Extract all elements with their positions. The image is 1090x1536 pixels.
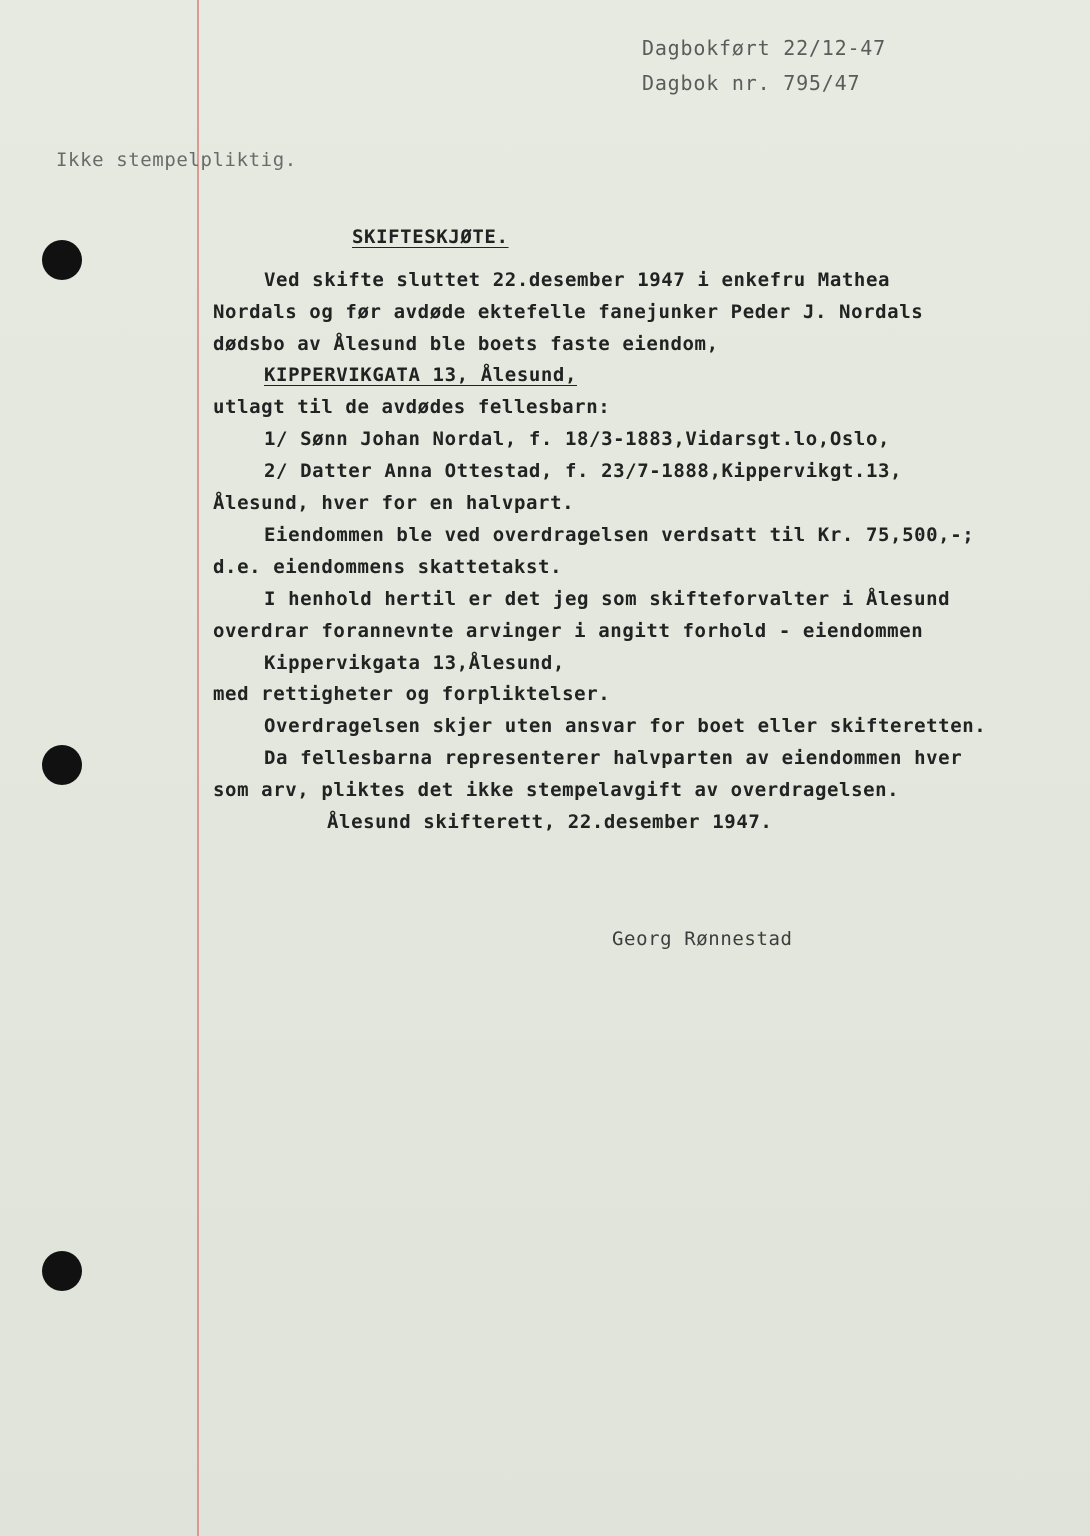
- punch-hole-top: [42, 240, 82, 280]
- body-line: Kippervikgata 13,Ålesund,: [264, 652, 565, 674]
- heir-line-1: 1/ Sønn Johan Nordal, f. 18/3-1883,Vidarsgt.lo,Oslo,: [264, 428, 891, 450]
- property-heading: KIPPERVIKGATA 13, Ålesund,: [264, 364, 578, 386]
- body-line: d.e. eiendommens skattetakst.: [213, 556, 563, 578]
- document-title: SKIFTESKJØTE.: [352, 226, 509, 248]
- body-line: som arv, pliktes det ikke stempelavgift av overdragelsen.: [213, 779, 900, 801]
- body-line: Overdragelsen skjer uten ansvar for boet eller skifteretten.: [264, 715, 987, 737]
- body-line: dødsbo av Ålesund ble boets faste eiendom,: [213, 333, 719, 355]
- body-line: Nordals og før avdøde ektefelle fanejunker Peder J. Nordals: [213, 301, 924, 323]
- punch-hole-middle: [42, 745, 82, 785]
- body-line: Ved skifte sluttet 22.desember 1947 i enkefru Mathea: [264, 269, 891, 291]
- margin-rule: [197, 0, 199, 1536]
- signature-name: Georg Rønnestad: [612, 928, 793, 950]
- place-date-line: Ålesund skifterett, 22.desember 1947.: [327, 811, 773, 833]
- body-line: overdrar forannevnte arvinger i angitt forhold - eiendommen: [213, 620, 924, 642]
- body-line: Da fellesbarna representerer halvparten av eiendommen hver: [264, 747, 963, 769]
- body-line: med rettigheter og forpliktelser.: [213, 683, 611, 705]
- heir-line-2: 2/ Datter Anna Ottestad, f. 23/7-1888,Kippervikgt.13,: [264, 460, 903, 482]
- punch-hole-bottom: [42, 1251, 82, 1291]
- valuation-line: Eiendommen ble ved overdragelsen verdsatt til Kr. 75,500,-;: [264, 524, 975, 546]
- margin-note: Ikke stempelpliktig.: [56, 149, 297, 171]
- body-line: utlagt til de avdødes fellesbarn:: [213, 396, 611, 418]
- registry-stamp-number: Dagbok nr. 795/47: [642, 71, 861, 95]
- body-line: I henhold hertil er det jeg som skifteforvalter i Ålesund: [264, 588, 951, 610]
- body-line: Ålesund, hver for en halvpart.: [213, 492, 575, 514]
- registry-stamp-date: Dagbokført 22/12-47: [642, 36, 886, 60]
